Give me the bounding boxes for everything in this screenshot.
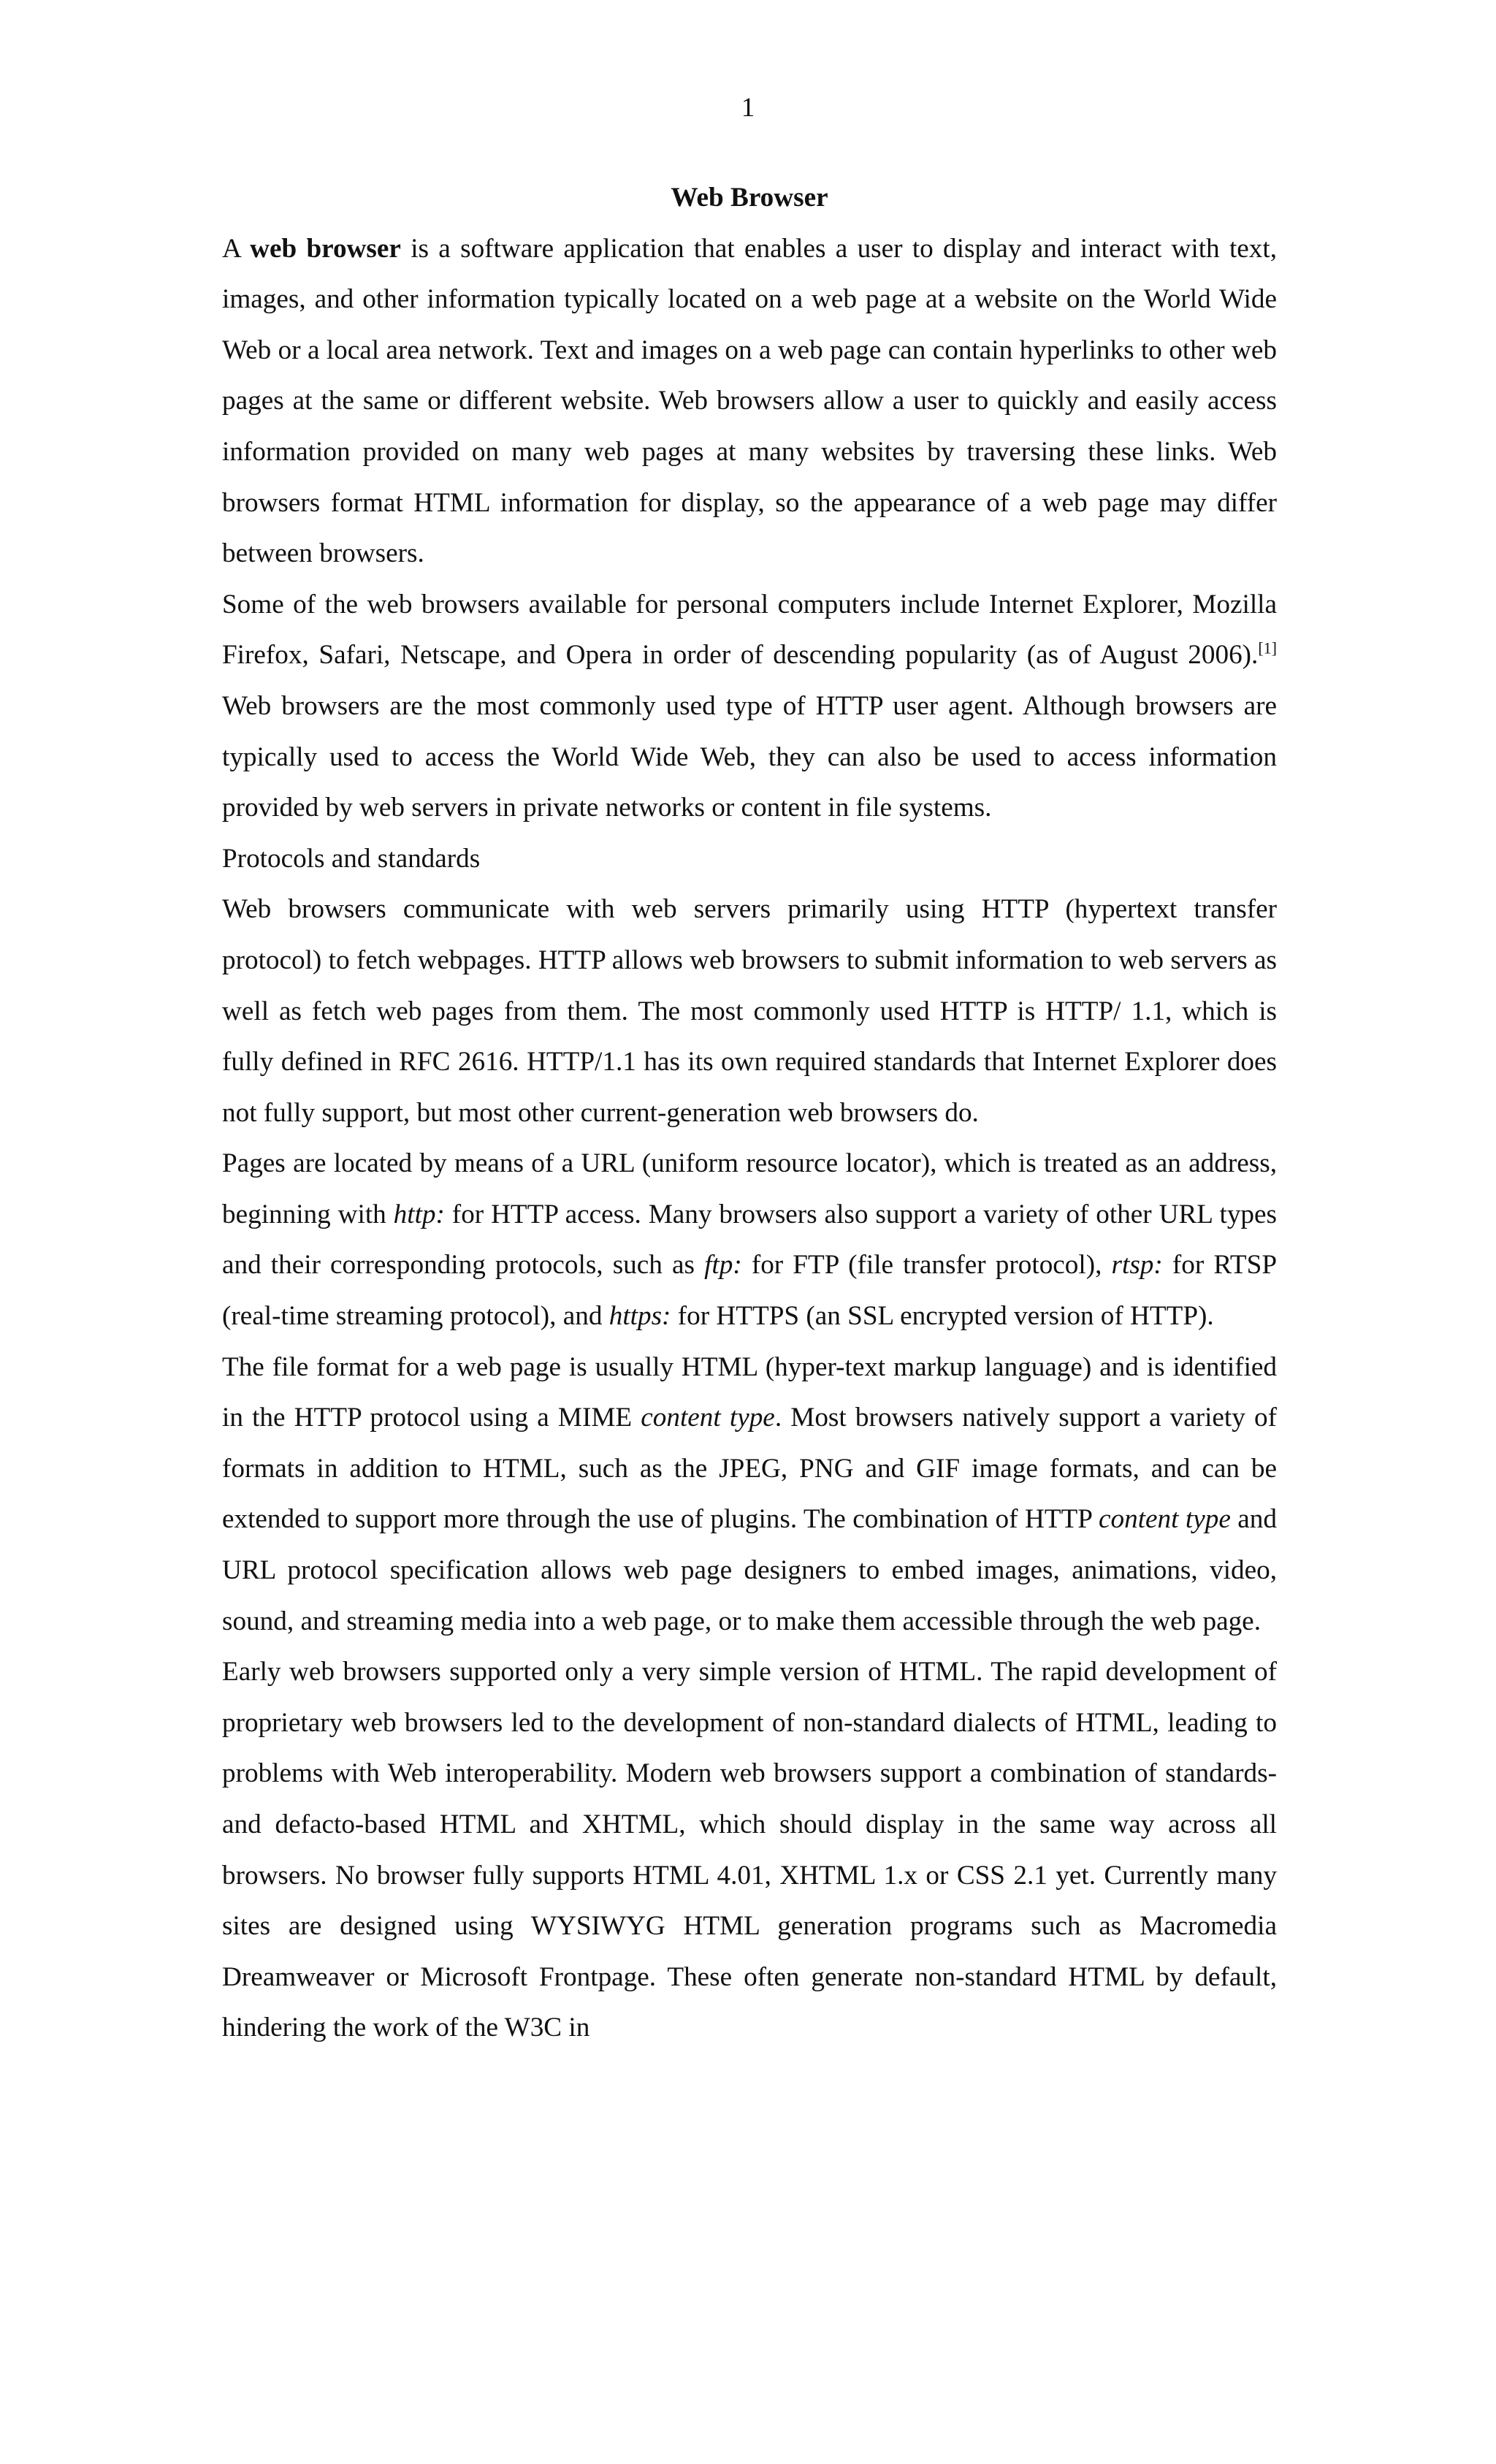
document-title: Web Browser <box>671 183 828 213</box>
citation-reference[interactable]: [1] <box>1258 638 1277 657</box>
early-browsers-paragraph: Early web browsers supported only a very simple version of HTML. The rapid development of proprietary web browsers led to the development of non-standard dialects of HTML, leading to problems with Web interoperability. Modern web browsers support a combination of standards- and defacto-based HTML and XHTML, which should display in the same way across all browsers. No browser fully supports HTML 4.01, XHTML 1.x or CSS 2.1 yet. Currently many sites are designed using WYSIWYG HTML generation programs such as Macromedia Dreamweaver or Microsoft Frontpage. These often generate non-standard HTML by default, hindering the work of the W3C in <box>222 1657 1277 2043</box>
popularity-paragraph <box>222 579 1277 834</box>
intro-text: is a software application that enables a user to display and interact with text, images, and other information typically located on a web page at a website on the World Wide Web or a local area network. Text and images on a web page can contain hyperlinks to other web pages at the same or different website. Web browsers allow a user to quickly and easily access information provided on many web pages at many websites by traversing these links. Web browsers format HTML information for display, so the appearance of a web page may differ between browsers. <box>222 233 1278 569</box>
section-heading: Protocols and standards <box>222 843 481 874</box>
document-body <box>222 172 1277 2053</box>
intro-paragraph <box>222 224 1277 579</box>
url-text-3: for FTP (file transfer protocol), <box>741 1250 1112 1281</box>
url-text-1: Pages are located by means of a URL (uniform resource locator), which is treated as an address, beginning with <box>222 1148 1277 1229</box>
intro-term: web browser <box>250 233 401 264</box>
popularity-text-after: Web browsers are the most commonly used type of HTTP user agent. Although browsers are typically used to access the World Wide Web, they can also be used to access information provided by web servers in private networks or content in file systems. <box>222 690 1277 823</box>
url-scheme-http: http: <box>393 1199 445 1229</box>
url-text-4: for RTSP (real-time streaming protocol), and <box>222 1250 1278 1332</box>
format-text-3: and URL protocol specification allows web page designers to embed images, animations, video, sound, and streaming media into a web page, or to make them accessible through the web page. <box>222 1504 1277 1636</box>
popularity-text-before: Some of the web browsers available for personal computers include Internet Explorer, Mozilla Firefox, Safari, Netscape, and Opera in order of descending popularity (as of August 2006). <box>222 589 1277 671</box>
intro-lead: A <box>222 233 251 264</box>
page-number: 1 <box>741 93 755 123</box>
format-content-type-1: content type <box>641 1403 775 1433</box>
url-paragraph <box>222 1138 1277 1341</box>
url-scheme-ftp: ftp: <box>704 1250 742 1281</box>
http-paragraph: Web browsers communicate with web servers primarily using HTTP (hypertext transfer protocol) to fetch webpages. HTTP allows web browsers to submit information to web servers as well as fetch web pages from them. The most commonly used HTTP is HTTP/ 1.1, which is fully defined in RFC 2616. HTTP/1.1 has its own required standards that Internet Explorer does not fully support, but most other current-generation web browsers do. <box>222 894 1277 1128</box>
url-scheme-https: https: <box>608 1301 671 1332</box>
format-text-2: . Most browsers natively support a variety of formats in addition to HTML, such as the JPEG, PNG and GIF image formats, and can be extended to support more through the use of plugins. The combination of HTTP <box>222 1403 1277 1535</box>
url-text-2: for HTTP access. Many browsers also support a variety of other URL types and their corresponding protocols, such as <box>222 1199 1277 1281</box>
format-content-type-2: content type <box>1099 1504 1231 1535</box>
format-text-1: The file format for a web page is usually HTML (hyper-text markup language) and is identified in the HTTP protocol using a MIME <box>222 1351 1277 1433</box>
url-text-5: for HTTPS (an SSL encrypted version of HTTP). <box>671 1301 1214 1332</box>
format-paragraph <box>222 1342 1277 1647</box>
url-scheme-rtsp: rtsp: <box>1111 1250 1163 1281</box>
